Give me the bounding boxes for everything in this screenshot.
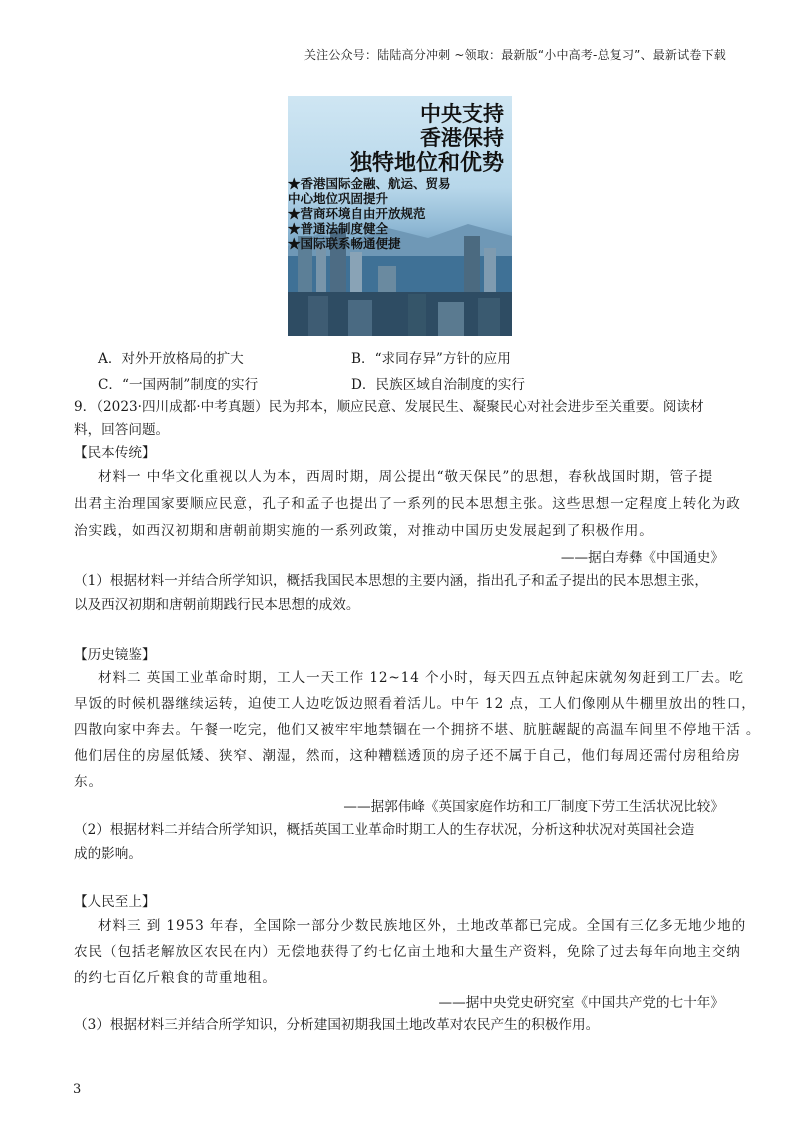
option-a: A．对外开放格局的扩大 <box>98 351 244 367</box>
poster-item: ★营商环境自由开放规范 <box>288 206 426 221</box>
poster-item: ★国际联系畅通便捷 <box>288 236 401 251</box>
material-line: 四散向家中奔去。午餐一吃完，他们又被牢牢地禁锢在一个拥挤不堪、肮脏龌龊的高温车间里不停地干活 。 <box>74 722 761 738</box>
option-c: C．“一国两制”制度的实行 <box>98 377 259 393</box>
question-9-stem: 料，回答问题。 <box>74 422 170 438</box>
material-line: 早饭的时候机器继续运转，迫使工人边吃饭边照看着活儿。中午 12 点，工人们像刚从牛棚里放出的牲口， <box>74 696 756 712</box>
sub-question: （1）根据材料一并结合所学知识，概括我国民本思想的主要内涵，指出孔子和孟子提出的民本思想主张， <box>74 573 708 589</box>
poster-item: 中心地位巩固提升 <box>288 191 389 206</box>
material-line: 东。 <box>74 774 103 790</box>
sub-question: 成的影响。 <box>74 846 142 862</box>
page-header: 关注公众号：陆陆高分冲刺 ~领取：最新版“小中高考-总复习”、最新试卷下载 <box>303 48 726 62</box>
section-heading: 【民本传统】 <box>74 445 156 461</box>
material-line: 材料二 英国工业革命时期，工人一天工作 12~14 个小时，每天四五点钟起床就匆匆赶到工厂去。吃 <box>98 670 744 686</box>
sub-question: （3）根据材料三并结合所学知识，分析建国初期我国土地改革对农民产生的积极作用。 <box>74 1017 600 1033</box>
poster-title-line: 香港保持 <box>420 125 504 150</box>
poster-item: ★普通法制度健全 <box>288 221 389 236</box>
poster-title-line: 中央支持 <box>420 101 504 126</box>
section-heading: 【历史镜鉴】 <box>74 647 156 663</box>
material-source: ——据中央党史研究室《中国共产党的七十年》 <box>438 995 724 1011</box>
material-line: 材料三 到 1953 年春，全国除一部分少数民族地区外，土地改革都已完成。全国有三亿多无地少地的 <box>98 918 747 934</box>
hong-kong-poster-image <box>288 96 512 336</box>
material-line: 的约七百亿斤粮食的苛重地租。 <box>74 970 277 986</box>
material-line: 农民（包括老解放区农民在内）无偿地获得了约七亿亩土地和大量生产资料，免除了过去每年向地主交纳 <box>74 944 741 960</box>
material-line: 他们居住的房屋低矮、狭窄、潮湿，然而，这种糟糕透顶的房子还不属于自己，他们每周还需付房租给房 <box>74 748 741 764</box>
sub-question: 以及西汉初期和唐朝前期践行民本思想的成效。 <box>74 597 360 613</box>
option-b: B．“求同存异”方针的应用 <box>351 351 511 367</box>
sub-question: （2）根据材料二并结合所学知识，概括英国工业革命时期工人的生存状况，分析这种状况对英国社会造 <box>74 822 695 838</box>
poster-item-list <box>288 176 512 251</box>
material-line: 治实践，如西汉初期和唐朝前期实施的一系列政策，对推动中国历史发展起到了积极作用。 <box>74 523 654 539</box>
section-heading: 【人民至上】 <box>74 894 156 910</box>
poster-title-line: 独特地位和优势 <box>349 150 504 176</box>
page-number: 3 <box>73 1082 82 1097</box>
material-line: 出君主治理国家要顺应民意，孔子和孟子也提出了一系列的民本思想主张。这些思想一定程度上转化为政 <box>74 496 741 512</box>
material-source: ——据白寿彝《中国通史》 <box>560 550 724 566</box>
material-line: 材料一 中华文化重视以人为本，西周时期，周公提出“敬天保民”的思想，春秋战国时期，管子提 <box>98 469 714 485</box>
material-source: ——据郭伟峰《英国家庭作坊和工厂制度下劳工生活状况比较》 <box>343 799 724 815</box>
question-9-stem: 9．（2023·四川成都·中考真题）民为邦本，顺应民意、发展民生、凝聚民心对社会进步至关重要。阅读材 <box>74 399 704 415</box>
option-d: D．民族区域自治制度的实行 <box>351 377 526 393</box>
poster-item: ★香港国际金融、航运、贸易 <box>288 176 451 191</box>
